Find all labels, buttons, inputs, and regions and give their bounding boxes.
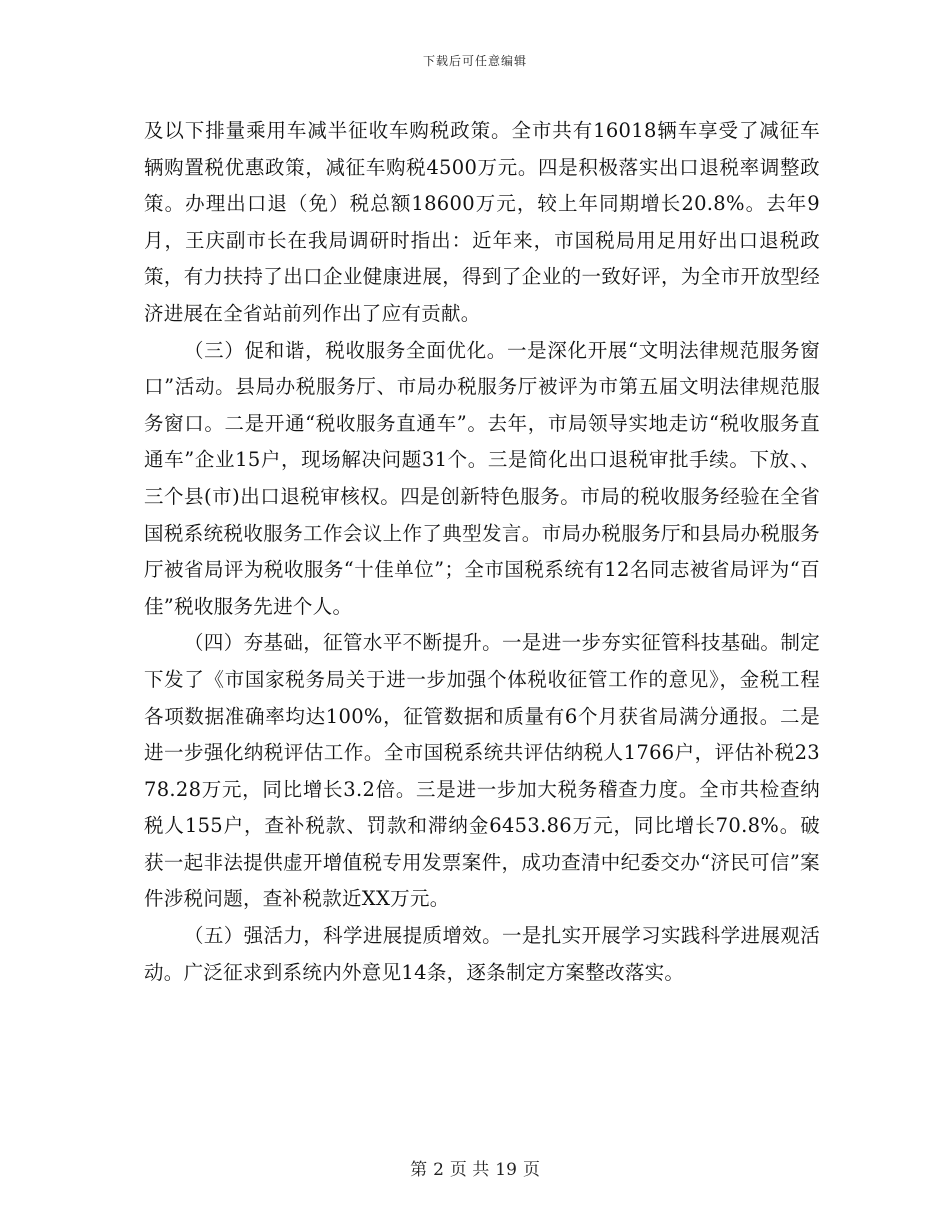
paragraph-section-3: （三）促和谐，税收服务全面优化。一是深化开展“文明法律规范服务窗口”活动。县局办税服务厅、市局办税服务厅被评为市第五届文明法律规范服务窗口。二是开通“税收服务直通车”。去年，市局领导实地走访“税收服务直通车”企业15户，现场解决问题31个。三是简化出口退税审批手续。下放、、三个县(市)出口退税审核权。四是创新特色服务。市局的税收服务经验在全省国税系统税收服务工作会议上作了典型发言。市局办税服务厅和县局办税服务厅被省局评为税收服务“十佳单位”；全市国税系统有12名同志被省局评为“百佳”税收服务先进个人。 [144,338,820,618]
paragraph-section-5: （五）强活力，科学进展提质增效。一是扎实开展学习实践科学进展观活动。广泛征求到系统内外意见14条，逐条制定方案整改落实。 [144,924,820,984]
paragraph-section-4: （四）夯基础，征管水平不断提升。一是进一步夯实征管科技基础。制定下发了《市国家税务局关于进一步加强个体税收征管工作的意见》，金税工程各项数据准确率均达100%，征管数据和质量有6个月获省局满分通报。二是进一步强化纳税评估工作。全市国税系统共评估纳税人1766户，评估补税2378.28万元，同比增长3.2倍。三是进一步加大税务稽查力度。全市共检查纳税人155户，查补税款、罚款和滞纳金6453.86万元，同比增长70.8%。破获一起非法提供虚开增值税专用发票案件，成功查清中纪委交办“济民可信”案件涉税问题，查补税款近XX万元。 [144,631,820,911]
page-header-note: 下载后可任意编辑 [422,54,527,68]
current-page-number: 2 [433,1160,444,1180]
document-body [144,113,820,991]
paragraph-continuation: 及以下排量乘用车减半征收车购税政策。全市共有16018辆车享受了减征车辆购置税优惠政策，减征车购税4500万元。四是积极落实出口退税率调整政策。办理出口退（免）税总额18600万元，较上年同期增长20.8%。去年9月，王庆副市长在我局调研时指出：近年来，市国税局用足用好出口退税政策，有力扶持了出口企业健康进展，得到了企业的一致好评，为全市开放型经济进展在全省站前列作出了应有贡献。 [144,119,820,325]
page-footer [0,1155,950,1180]
total-page-count: 19 [495,1160,517,1180]
page-number-prefix: 第 [410,1160,428,1180]
page-number-middle: 页 共 [449,1160,490,1180]
page-number-suffix: 页 [522,1160,540,1180]
